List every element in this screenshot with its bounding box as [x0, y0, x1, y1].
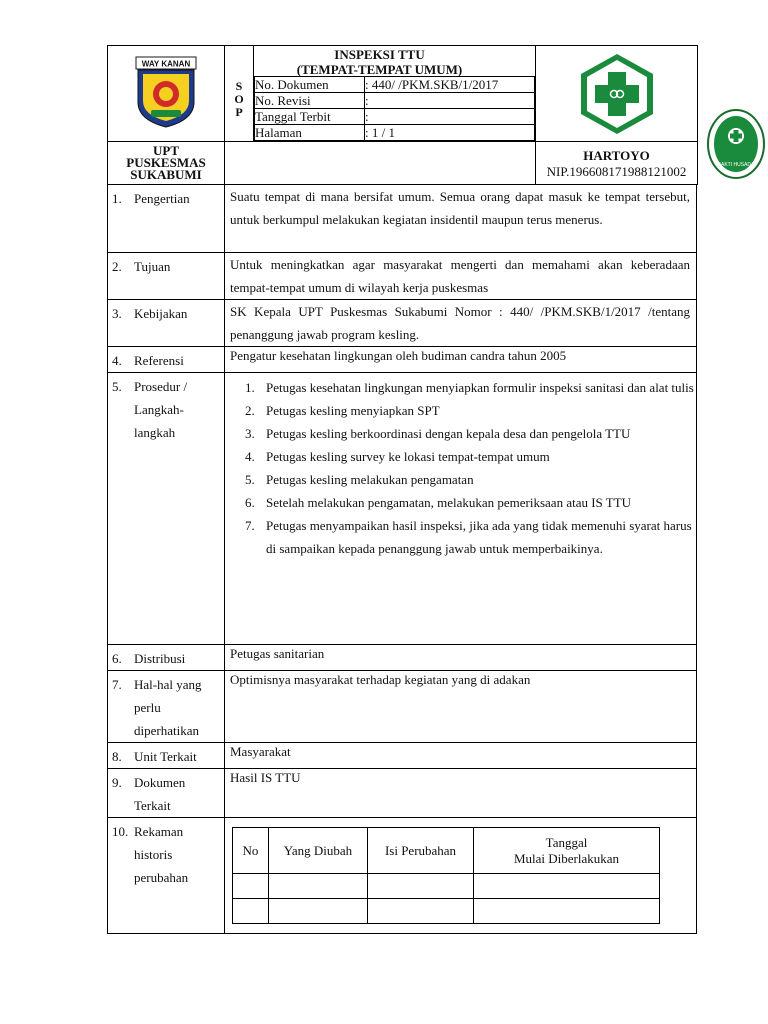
history-row: [233, 874, 660, 899]
section-number: 2.: [112, 259, 122, 274]
sop-letter: O: [234, 92, 244, 106]
puskesmas-logo: [577, 52, 657, 136]
puskesmas-logo-cell: [536, 46, 698, 142]
bakti-husada-logo-text: BAKTI HUSADA: [717, 162, 755, 168]
procedure-cell: [225, 373, 697, 645]
history-header-date: Tanggal Mulai Diberlakukan: [474, 828, 660, 874]
section-text: SK Kepala UPT Puskesmas Sukabumi Nomor : 440/ /PKM.SKB/1/2017 /tentang penanggung jawab program kesling.: [225, 300, 697, 347]
signer-cell: [536, 142, 698, 185]
section-label: Unit Terkait: [134, 749, 197, 764]
section-number: 6.: [112, 651, 122, 666]
section-number: 4.: [112, 353, 122, 368]
section-label: Pengertian: [134, 191, 190, 206]
meta-label: No. Revisi: [255, 93, 365, 109]
org-cell: [108, 142, 225, 185]
way-kanan-logo-cell: [108, 46, 225, 142]
procedure-step: 3. Petugas kesling berkoordinasi dengan kepala desa dan pengelola TTU: [258, 422, 695, 445]
history-row: [233, 899, 660, 924]
org-line: UPT: [153, 143, 179, 158]
section-number: 8.: [112, 749, 122, 764]
section-label: Kebijakan: [134, 306, 188, 321]
empty-header-cell: [225, 142, 536, 185]
section-text: Petugas sanitarian: [225, 645, 697, 671]
history-cell: [225, 818, 697, 934]
signer-nip: NIP.196608171988121002: [546, 164, 687, 179]
section-number: 10.: [112, 824, 129, 839]
procedure-step: 6. Setelah melakukan pengamatan, melakukan pemeriksaan atau IS TTU: [258, 491, 695, 514]
sop-document: [107, 45, 697, 934]
meta-label: No. Dokumen: [255, 77, 365, 93]
section-text: Hasil IS TTU: [225, 769, 697, 818]
section-text: Masyarakat: [225, 743, 697, 769]
section-label: Prosedur / Langkah-langkah: [134, 379, 188, 440]
section-number: 1.: [112, 191, 122, 206]
meta-value: :: [365, 109, 535, 125]
section-label: Rekaman historis perubahan: [134, 824, 189, 885]
history-header-content: Isi Perubahan: [368, 828, 474, 874]
org-line: PUSKESMAS: [126, 155, 206, 170]
doc-title-line2: (TEMPAT-TEMPAT UMUM): [296, 62, 463, 77]
section-row: [108, 253, 697, 300]
meta-value: : 1 / 1: [365, 125, 535, 141]
doc-meta-table: [254, 76, 535, 141]
section-label: Hal-hal yang perlu diperhatikan: [134, 677, 202, 738]
section-row: [108, 373, 697, 645]
section-text: Untuk meningkatkan agar masyarakat mengerti dan memahami akan keberadaan tempat-tempat umum di wilayah kerja puskesmas: [225, 253, 697, 300]
section-row: [108, 743, 697, 769]
history-table: [232, 827, 660, 924]
meta-value: :: [365, 93, 535, 109]
section-label: Referensi: [134, 353, 184, 368]
sop-letter: S: [235, 79, 243, 93]
section-row: [108, 347, 697, 373]
section-row: [108, 671, 697, 743]
meta-label: Halaman: [255, 125, 365, 141]
section-text: Suatu tempat di mana bersifat umum. Semua orang dapat masuk ke tempat tersebut, untuk berkumpul melakukan kegiatan insidentil maupun terus menerus.: [225, 185, 697, 253]
way-kanan-logo: [135, 56, 197, 128]
section-number: 9.: [112, 775, 122, 790]
procedure-step: 1. Petugas kesehatan lingkungan menyiapkan formulir inspeksi sanitasi dan alat tulis: [258, 376, 695, 399]
section-number: 5.: [112, 379, 122, 394]
section-label: Dokumen Terkait: [134, 775, 186, 813]
section-row: [108, 185, 697, 253]
meta-value: : 440/ /PKM.SKB/1/2017: [365, 77, 535, 93]
section-row: [108, 300, 697, 347]
bakti-husada-logo: [706, 108, 766, 180]
procedure-step: 5. Petugas kesling melakukan pengamatan: [258, 468, 695, 491]
procedure-step: 2. Petugas kesling menyiapkan SPT: [258, 399, 695, 422]
sop-letter: P: [235, 105, 243, 119]
procedure-steps: [226, 376, 695, 560]
sop-header: [107, 45, 698, 185]
title-meta-cell: [254, 46, 536, 142]
meta-label: Tanggal Terbit: [255, 109, 365, 125]
section-row: [108, 818, 697, 934]
signer-name: HARTOYO: [583, 148, 650, 163]
section-label: Tujuan: [134, 259, 171, 274]
procedure-step: 4. Petugas kesling survey ke lokasi tempat-tempat umum: [258, 445, 695, 468]
section-row: [108, 645, 697, 671]
section-text: Pengatur kesehatan lingkungan oleh budiman candra tahun 2005: [225, 347, 697, 373]
history-header-changed: Yang Diubah: [269, 828, 368, 874]
way-kanan-logo-text: WAY KANAN: [141, 59, 191, 69]
section-number: 7.: [112, 677, 122, 692]
section-text: Optimisnya masyarakat terhadap kegiatan yang di adakan: [225, 671, 697, 743]
sop-body: [107, 184, 697, 934]
org-line: SUKABUMI: [130, 167, 202, 182]
history-header-row: [233, 828, 660, 874]
section-row: [108, 769, 697, 818]
section-label: Distribusi: [134, 651, 186, 666]
doc-title-line1: INSPEKSI TTU: [334, 47, 425, 62]
procedure-step: 7. Petugas menyampaikan hasil inspeksi, jika ada yang tidak memenuhi syarat harus di sampaikan kepada penanggung jawab untuk memperbaikinya.: [258, 514, 695, 560]
section-number: 3.: [112, 306, 122, 321]
history-header-no: No: [233, 828, 269, 874]
